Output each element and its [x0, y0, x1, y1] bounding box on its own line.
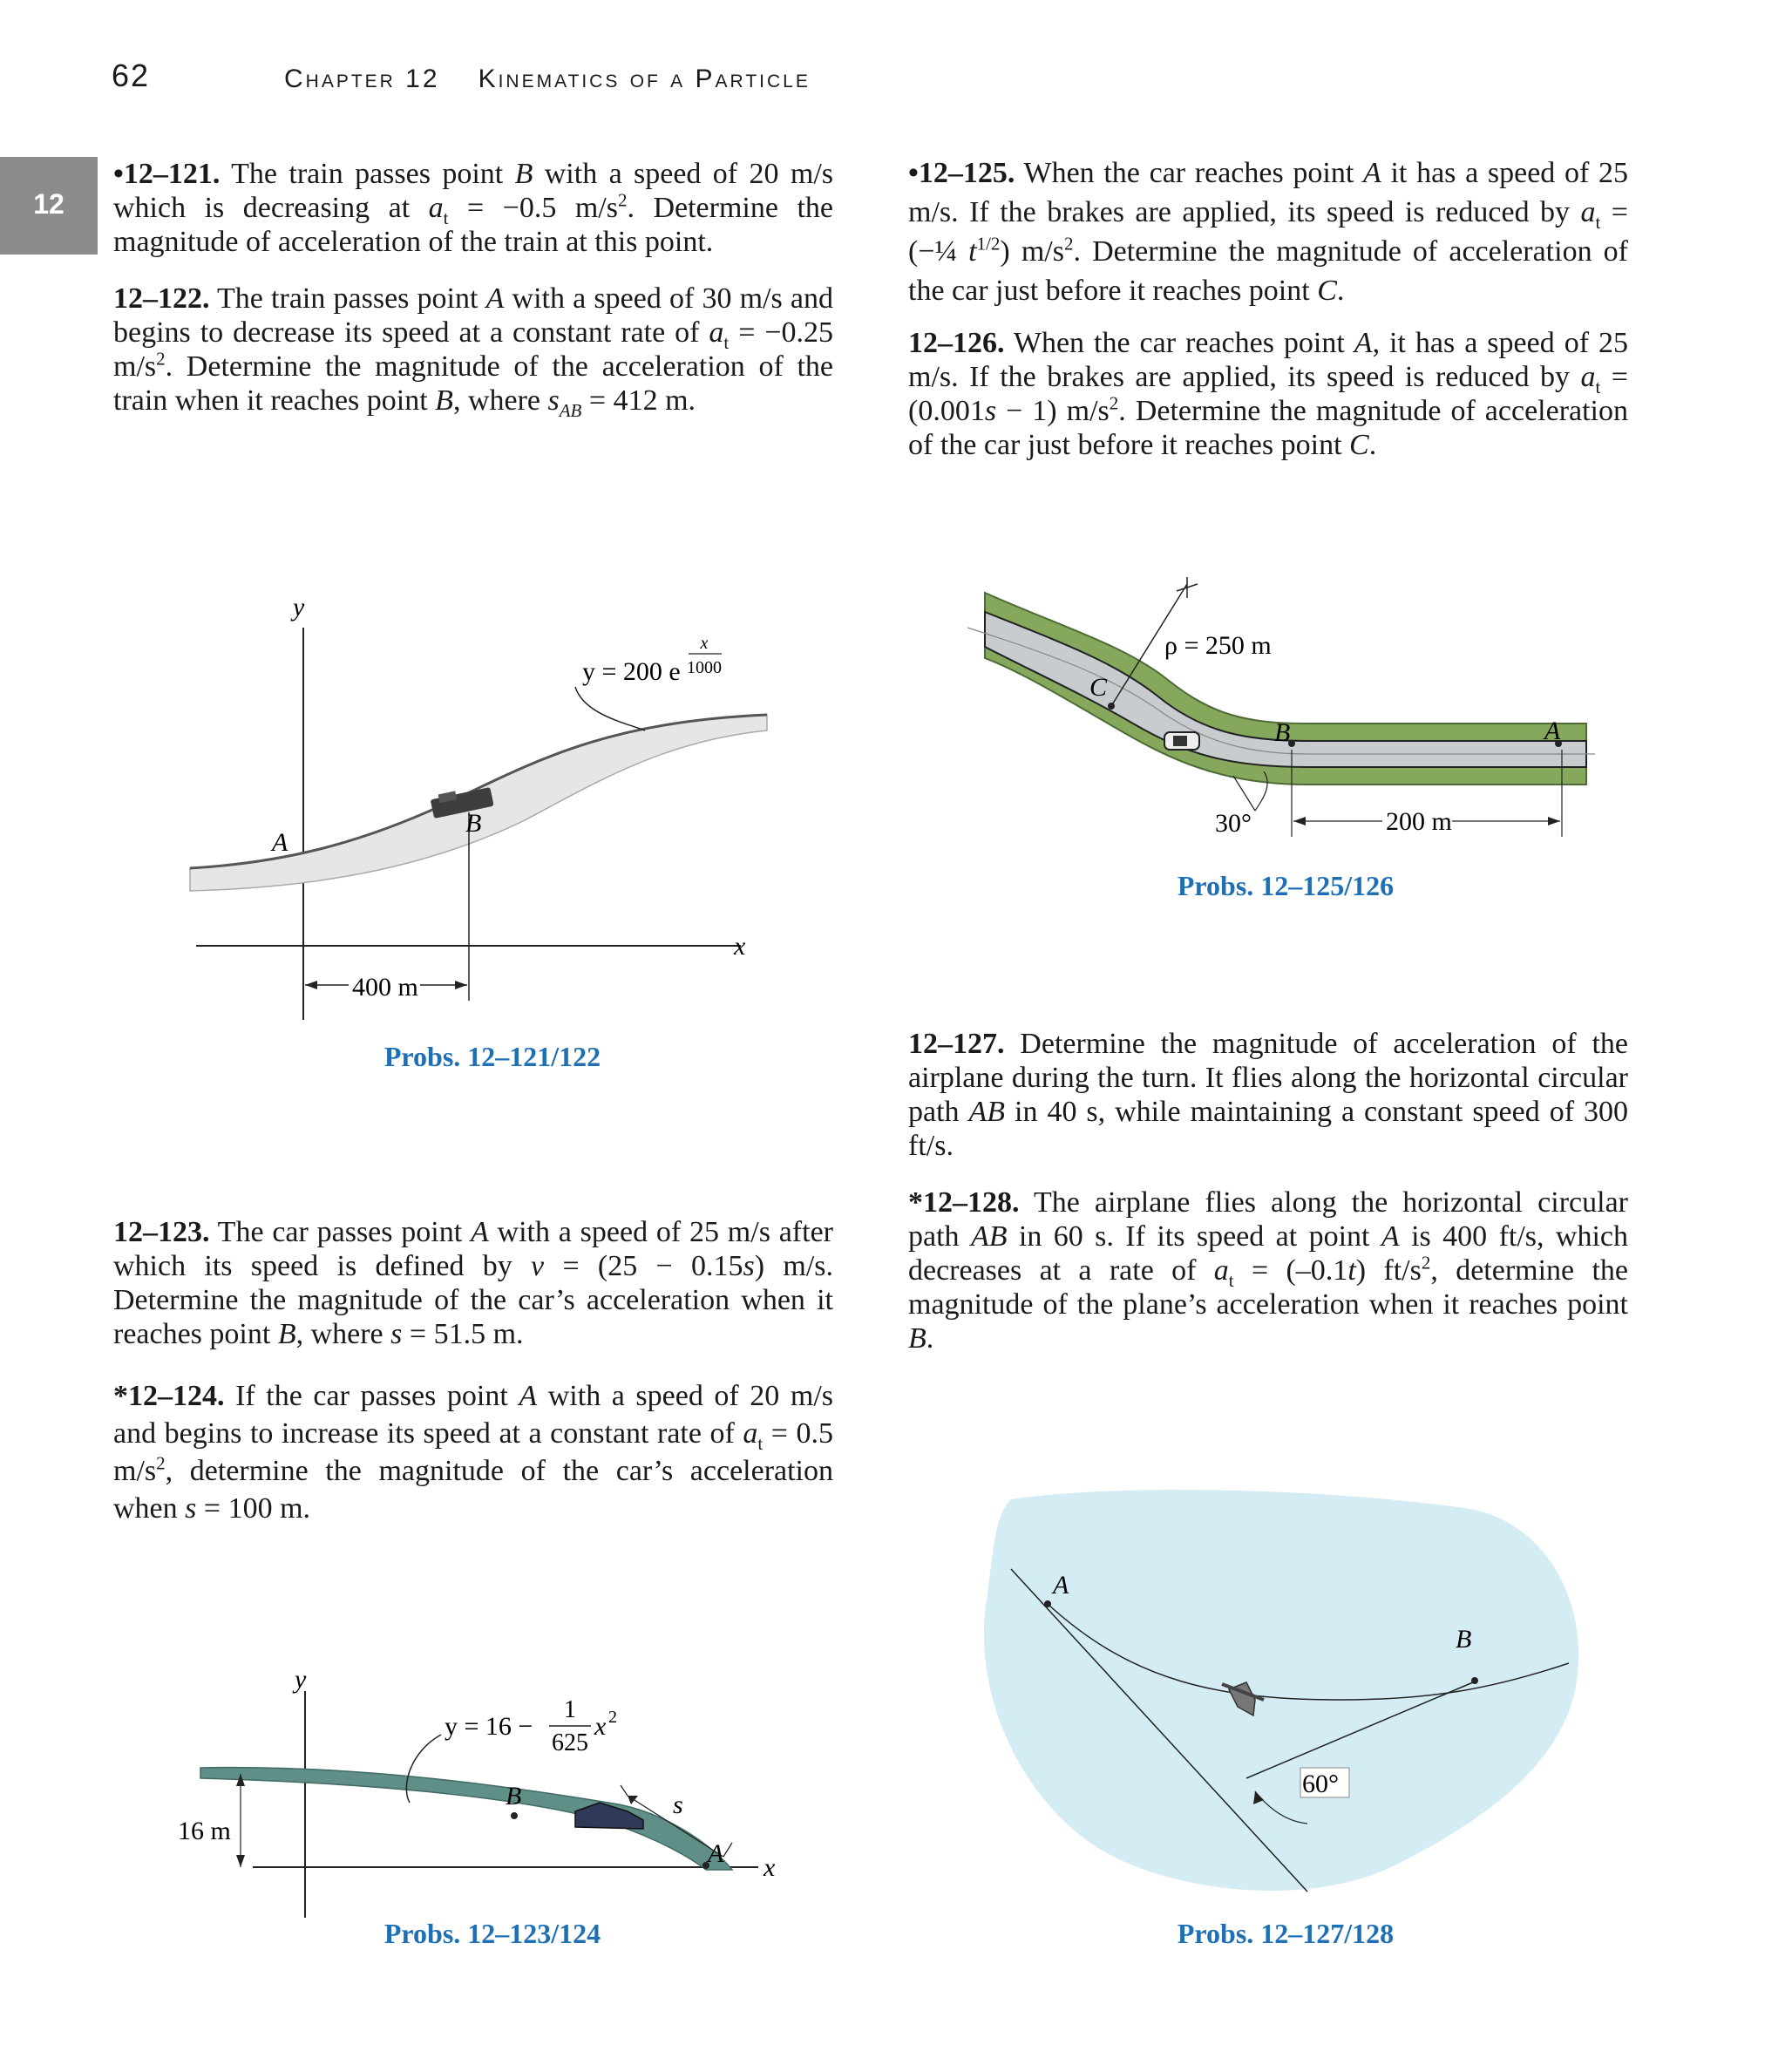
problem-12-125: •12–125. When the car reaches point A it has a speed of 25 m/s. If the brakes are applied, its speed is reduced by $a_t$ = (−¼ $t^{1/2}$) $m/s^2$. Determine the magnitude of acceleration of the car just before it reaches point C. — [908, 157, 1628, 307]
point-b-label: B — [506, 1782, 522, 1810]
problem-number: 12–127. — [908, 1028, 1005, 1060]
y-axis-label: y — [293, 593, 305, 622]
problem-number: •12–125. — [908, 157, 1015, 189]
problem-number: •12–121. — [113, 158, 221, 190]
point-c-label: C — [1089, 673, 1108, 702]
curve-equation-num: 1 — [564, 1696, 576, 1723]
figure-car-hill — [166, 1656, 828, 1935]
dimension-200m: 200 m — [1386, 807, 1452, 836]
curve-equation-var: x — [594, 1712, 607, 1741]
point-b-label: B — [1456, 1625, 1472, 1654]
s-label: s — [673, 1790, 683, 1819]
page-number: 62 — [112, 58, 151, 93]
chapter-title: Kinematics of a Particle — [478, 65, 811, 93]
problem-12-124: *12–124. If the car passes point A with a speed of 20 m/s and begins to increase its speed at a constant rate of $a_t = 0.5$ $m/s^2$, determine the magnitude of the car’s acceleration when s = 100 m. — [113, 1380, 833, 1525]
point-a-label: A — [708, 1839, 724, 1868]
curve-equation-power: 2 — [608, 1708, 617, 1727]
problem-number: 12–126. — [908, 327, 1005, 359]
problem-12-123: 12–123. The car passes point A with a speed of 25 m/s after which its speed is defined by v = (25 − 0.15s) m/s. Determine the magnitude of the car’s acceleration when it reaches point B, where s = 51.5 m. — [113, 1216, 833, 1350]
caption-probs-121-122: Probs. 12–121/122 — [383, 1041, 601, 1072]
x-axis-label: x — [734, 932, 746, 961]
problem-number: *12–128. — [908, 1186, 1020, 1219]
point-a-label: A — [1544, 717, 1561, 745]
figure-road-curve — [959, 575, 1621, 907]
problem-number: 12–122. — [113, 282, 210, 315]
point-b-label: B — [1274, 718, 1291, 747]
y-axis-label: y — [295, 1665, 307, 1694]
rho-label: ρ = 250 m — [1164, 631, 1272, 660]
curve-equation-den: 625 — [552, 1729, 588, 1756]
caption-probs-123-124: Probs. 12–123/124 — [383, 1918, 601, 1949]
chapter-header — [284, 65, 811, 94]
caption-probs-127-128: Probs. 12–127/128 — [1177, 1918, 1395, 1949]
point-a-label: A — [272, 828, 288, 857]
figure-train-curve — [174, 584, 802, 1037]
problem-12-128: *12–128. The airplane flies along the horizontal circular path AB in 60 s. If its speed at point A is 400 ft/s, which decreases at a rate of $a_t = (-0.1t)$ $ft/s^2$, determine the magnitude of the plane’s acceleration when it reaches point B. — [908, 1186, 1629, 1355]
problem-number: *12–124. — [113, 1380, 225, 1412]
caption-probs-125-126: Probs. 12–125/126 — [1177, 870, 1395, 901]
problem-12-121: •12–121. The train passes point B with a speed of 20 m/s which is decreasing at $a_t = -0.5$ $m/s^2$. Determine the magnitude of acceleration of the train at this point. — [113, 158, 833, 258]
curve-equation-base: y = 200 e — [582, 657, 681, 686]
curve-equation-exponent-den: 1000 — [687, 658, 722, 677]
point-a-label: A — [1053, 1571, 1069, 1600]
figure-airplane-path — [976, 1482, 1604, 1935]
problem-number: 12–123. — [113, 1216, 210, 1248]
height-16m: 16 m — [178, 1817, 231, 1845]
problem-12-122: 12–122. The train passes point A with a speed of 30 m/s and begins to decrease its speed at a constant rate of $a_t = -0.25$ $m/s^2$. Determine the magnitude of the acceleration of the train when it reaches point B, where $s_{AB} = 412$ m. — [113, 282, 833, 421]
angle-60: 60° — [1302, 1770, 1339, 1798]
problem-12-127: 12–127. Determine the magnitude of acceleration of the airplane during the turn. It flies along the horizontal circular path AB in 40 s, while maintaining a constant speed of 300 ft/s. — [908, 1028, 1628, 1162]
angle-30: 30° — [1215, 809, 1252, 838]
problem-12-126: 12–126. When the car reaches point A, it has a speed of 25 m/s. If the brakes are applied, its speed is reduced by $a_t = (0.001s - 1)$ $m/s^2$. Determine the magnitude of acceleration of the car just before it reaches point C. — [908, 327, 1629, 461]
curve-equation-exponent-num: x — [700, 634, 709, 653]
chapter-label: Chapter 12 — [284, 65, 440, 93]
point-b-label: B — [465, 809, 482, 838]
car-icon — [1164, 732, 1199, 750]
curve-equation-left: y = 16 − — [445, 1712, 533, 1741]
dimension-400m: 400 m — [352, 973, 418, 1002]
chapter-tab: 12 — [0, 157, 98, 255]
x-axis-label: x — [764, 1853, 776, 1882]
